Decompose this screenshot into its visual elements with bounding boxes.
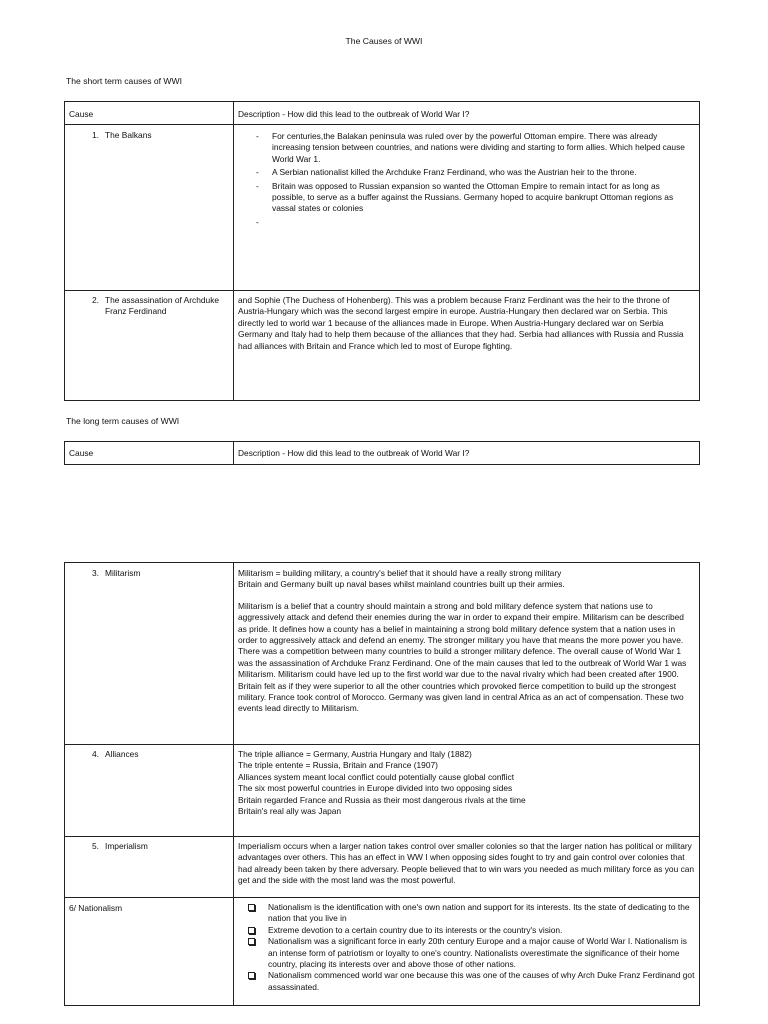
description-cell — [234, 563, 700, 745]
description-text: Imperialism occurs when a larger nation takes control over smaller colonies so that the larger nation has political or military advantages over others. This has an effect in WW I when opposing sides fought to try and gain control over colonies that had already been taken by there adversary. People believed that to win wars you needed as much military force as you can get and the side with the most land was the most powerful. — [238, 841, 695, 886]
cause-number: 4. — [92, 749, 99, 759]
list-item: Nationalism was a significant force in early 20th century Europe and a major cause of World War I. Nationalism is an intense form of patriotism or loyalty to one's country. Nationalists overestimate the significance of their home country, placing its interests over and above those of other nations. — [246, 936, 695, 970]
header-description: Description - How did this lead to the outbreak of World War I? — [234, 442, 700, 465]
description-line: The six most powerful countries in Europe divided into two opposing sides — [238, 783, 513, 794]
cause-cell — [65, 125, 234, 291]
table-row — [65, 898, 700, 1006]
list-item: - Britain was opposed to Russian expansion so wanted the Ottoman Empire to remain intact for as long as possible, to serve as a buffer against the Russians. Germany hoped to acquire bankrupt Ottoman regions as vassal states or colonies — [256, 181, 695, 215]
short-term-heading: The short term causes of WWI — [66, 76, 183, 86]
long-term-header-table — [64, 441, 700, 465]
list-item: Nationalism commenced world war one because this was one of the causes of why Arch Duke Franz Ferdinand got assassinated. — [246, 970, 695, 993]
description-text: Militarism is a belief that a country should maintain a strong and bold military defence system that nations use to aggressively attack and defend their enemies during the war in order to expand their empire. Militarism can be described as pride. It defines how a county has a belief in maintaining a strong bold military defence system that a nation uses in order to aggressively attack and defend an enemy. The stronger military you have that means the more power you have. There was a competition between many countries to build a stronger military defence. The overall cause of World War 1 was the assassination of Archduke Franz Ferdinand. One of the main causes that led to the outbreak of World War 1 was Militarism. Militarism could have led up to the first world war due to the naval rivalry which had been created after 1900. Britain felt as if they were superior to all the other countries which provoked fierce competition to build up the strongest military. France took control of Morocco. Germany was given land in central Africa as an act of compensation. These two events lead directly to Militarism. — [238, 600, 687, 714]
short-term-table — [64, 101, 700, 401]
cause-cell — [65, 291, 234, 401]
description-line: Alliances system meant local conflict could potentially cause global conflict — [238, 771, 515, 782]
header-description: Description - How did this lead to the outbreak of World War I? — [234, 102, 700, 125]
cause-label: The Balkans — [105, 130, 152, 140]
cause-number: 5. — [92, 841, 99, 851]
list-item: - A Serbian nationalist killed the Archduke Franz Ferdinand, who was the Austrian heir to the throne. — [256, 167, 695, 178]
cause-label: Imperialism — [105, 841, 148, 851]
list-item: - For centuries,the Balakan peninsula was ruled over by the powerful Ottoman empire. There was already increasing tension between countries, and nations were dividing and starting to form allies. Which helped cause World War 1. — [256, 131, 695, 165]
cause-number: 2. — [92, 295, 99, 305]
header-cause: Cause — [65, 102, 234, 125]
header-cause: Cause — [65, 442, 234, 465]
description-line: The triple entente = Russia, Britain and France (1907) — [238, 760, 438, 771]
description-line: The triple alliance = Germany, Austria Hungary and Italy (1882) — [238, 749, 472, 759]
description-line: Britain and Germany built up naval bases whilst mainland countries built up their armies. — [238, 579, 565, 590]
cause-label: 6/ Nationalism — [69, 903, 123, 913]
description-text: and Sophie (The Duchess of Hohenberg). This was a problem because Franz Ferdinant was the heir to the throne of Austria-Hungary which was the second largest empire in europe. Austria-Hungary then declared war on Serbia. This directly led to world war 1 because of the alliances made in Europe. When Austria-Hungary declared war on Serbia Germany and Italy had to help them because of the alliances that they had. Serbia had alliances with Russia and Russia had alliances with Britain and France which led to most of Europe fighting. — [238, 295, 684, 351]
cause-cell — [65, 837, 234, 898]
description-cell — [234, 898, 700, 1006]
cause-label: Alliances — [105, 749, 139, 759]
description-cell — [234, 837, 700, 898]
list-item: Nationalism is the identification with one's own nation and support for its interests. Its the state of dedicating to the nation that you live in — [246, 902, 695, 925]
table-header-row — [65, 102, 700, 125]
table-row — [65, 837, 700, 898]
description-line: Britain regarded France and Russia as their most dangerous rivals at the time — [238, 794, 526, 805]
table-header-row — [65, 442, 700, 465]
long-term-table — [64, 562, 700, 1006]
table-row — [65, 125, 700, 291]
long-term-heading: The long term causes of WWI — [66, 416, 180, 426]
description-line: Britain's real ally was Japan — [238, 806, 342, 817]
cause-number: 3. — [92, 568, 99, 578]
cause-cell — [65, 745, 234, 837]
cause-cell — [65, 563, 234, 745]
bullet-list — [238, 131, 695, 215]
document-title: The Causes of WWI — [345, 36, 423, 46]
list-item: Extreme devotion to a certain country due to its interests or the country's vision. — [246, 925, 695, 936]
description-cell — [234, 745, 700, 837]
cause-label: Militarism — [105, 568, 141, 578]
cause-label: The assassination of Archduke Franz Ferdinand — [105, 295, 220, 317]
cause-number: 1. — [92, 130, 99, 140]
description-line: Militarism = building military, a country's belief that it should have a really strong military — [238, 568, 562, 578]
table-row — [65, 563, 700, 745]
description-cell — [234, 125, 700, 291]
table-row — [65, 291, 700, 401]
cause-cell — [65, 898, 234, 1006]
table-row — [65, 745, 700, 837]
checkbox-list — [238, 902, 695, 993]
description-cell — [234, 291, 700, 401]
